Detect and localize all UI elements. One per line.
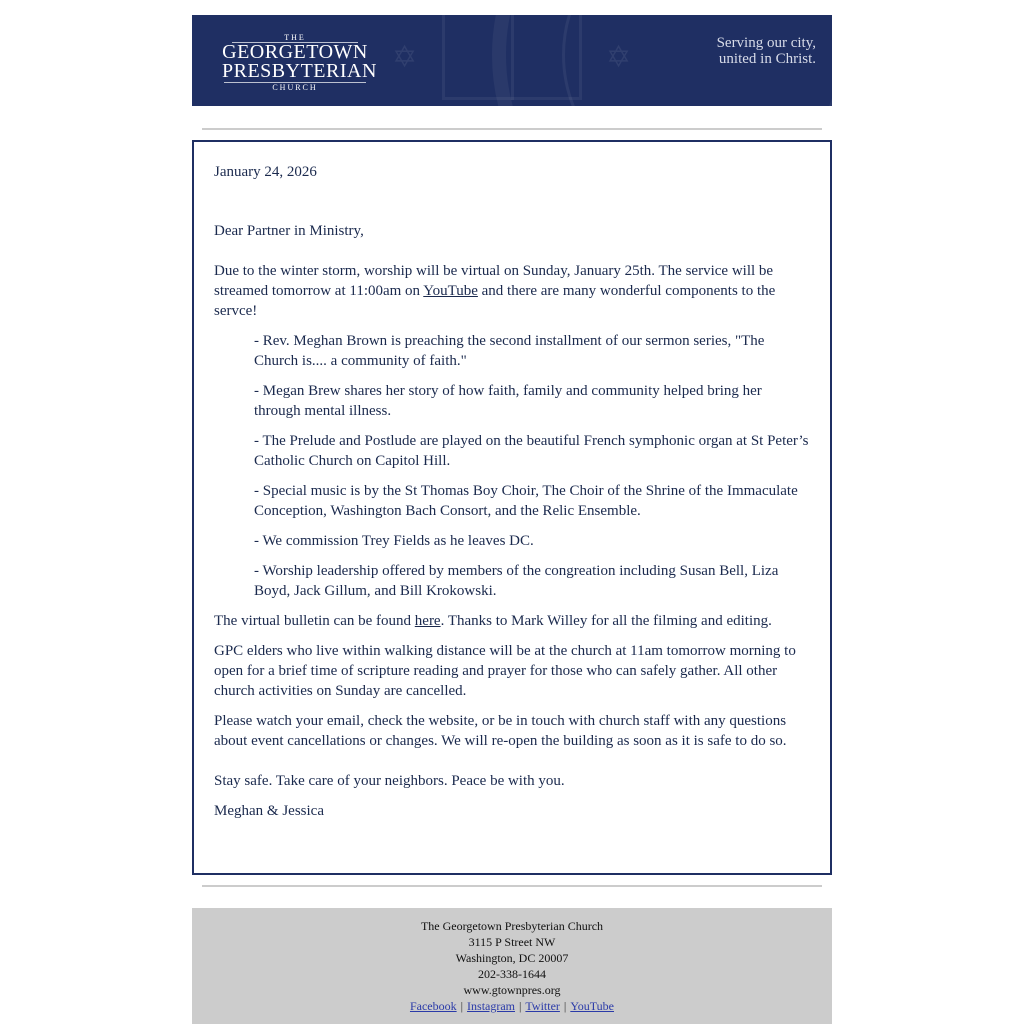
footer-phone: 202-338-1644 [478, 967, 546, 981]
bottom-divider [202, 885, 822, 887]
logo-the: THE [232, 33, 358, 43]
closing-line: Stay safe. Take care of your neighbors. Peace be with you. [214, 773, 565, 789]
intro-paragraph [214, 261, 810, 321]
list-item: - Worship leadership offered by members of the congreation including Susan Bell, Liza Boyd, Jack Gillum, and Bill Krokowski. [254, 563, 779, 599]
church-logo[interactable] [222, 33, 377, 92]
watch-paragraph: Please watch your email, check the website, or be in touch with church staff with any questions about event cancellations or changes. We will re-open the building as soon as it is safe to do so. [214, 713, 787, 749]
email-header-banner [192, 15, 832, 106]
list-item: - We commission Trey Fields as he leaves DC. [254, 533, 534, 549]
letter-body [192, 140, 832, 875]
bulletin-text-end: . Thanks to Mark Willey for all the filming and editing. [440, 613, 772, 629]
separator: | [519, 999, 522, 1013]
intro-text-start: Due to the winter storm, worship will be virtual on Sunday, January 25th. The service will be streamed tomorrow at 11:00am on [214, 263, 774, 299]
footer-address-line1: 3115 P Street NW [468, 935, 556, 949]
bulletin-link[interactable]: here [414, 613, 441, 629]
list-item: - Megan Brew shares her story of how faith, family and community helped bring her through mental illness. [254, 383, 762, 419]
logo-church: CHURCH [224, 82, 366, 92]
signature: Meghan & Jessica [214, 803, 324, 819]
separator: | [563, 999, 567, 1013]
list-item: - Rev. Meghan Brown is preaching the second installment of our sermon series, "The Church is.... a community of faith." [254, 333, 765, 369]
twitter-link[interactable]: Twitter [525, 999, 560, 1013]
bulletin-paragraph [214, 611, 810, 631]
logo-georgetown: GEORGETOWN [222, 41, 368, 63]
footer-social-links [192, 998, 832, 1014]
tagline [676, 35, 816, 67]
separator: | [460, 999, 464, 1013]
facebook-link[interactable]: Facebook [409, 999, 457, 1013]
youtube-link[interactable]: YouTube [423, 283, 478, 299]
top-divider [202, 128, 822, 130]
tagline-line1: Serving our city, [716, 35, 816, 51]
instagram-link[interactable]: Instagram [467, 999, 516, 1013]
logo-presbyterian: PRESBYTERIAN [222, 60, 377, 82]
footer-website: www.gtownpres.org [463, 983, 561, 997]
intro-text-end: and there are many wonderful components to the servce! [214, 283, 776, 319]
elders-paragraph: GPC elders who live within walking distance will be at the church at 11am tomorrow morning to open for a brief time of scripture reading and prayer for those who can safely gather. All other church activities on Sunday are cancelled. [214, 643, 796, 699]
footer [192, 908, 832, 1024]
tagline-line2: united in Christ. [718, 51, 816, 67]
footer-address-line2: Washington, DC 20007 [455, 951, 569, 965]
list-item: - Special music is by the St Thomas Boy Choir, The Choir of the Shrine of the Immaculate Conception, Washington Bach Consort, and the Relic Ensemble. [254, 483, 798, 519]
list-item: - The Prelude and Postlude are played on the beautiful French symphonic organ at St Peter’s Catholic Church on Capitol Hill. [254, 433, 809, 469]
letter-date: January 24, 2026 [214, 164, 317, 180]
star-icon: ✡ [392, 40, 418, 75]
greeting: Dear Partner in Ministry, [214, 223, 364, 239]
open-book-watermark [442, 15, 582, 100]
star-icon: ✡ [606, 40, 632, 75]
youtube-footer-link[interactable]: YouTube [570, 999, 615, 1013]
footer-church-name: The Georgetown Presbyterian Church [420, 919, 604, 933]
bulletin-text-start: The virtual bulletin can be found [214, 613, 415, 629]
